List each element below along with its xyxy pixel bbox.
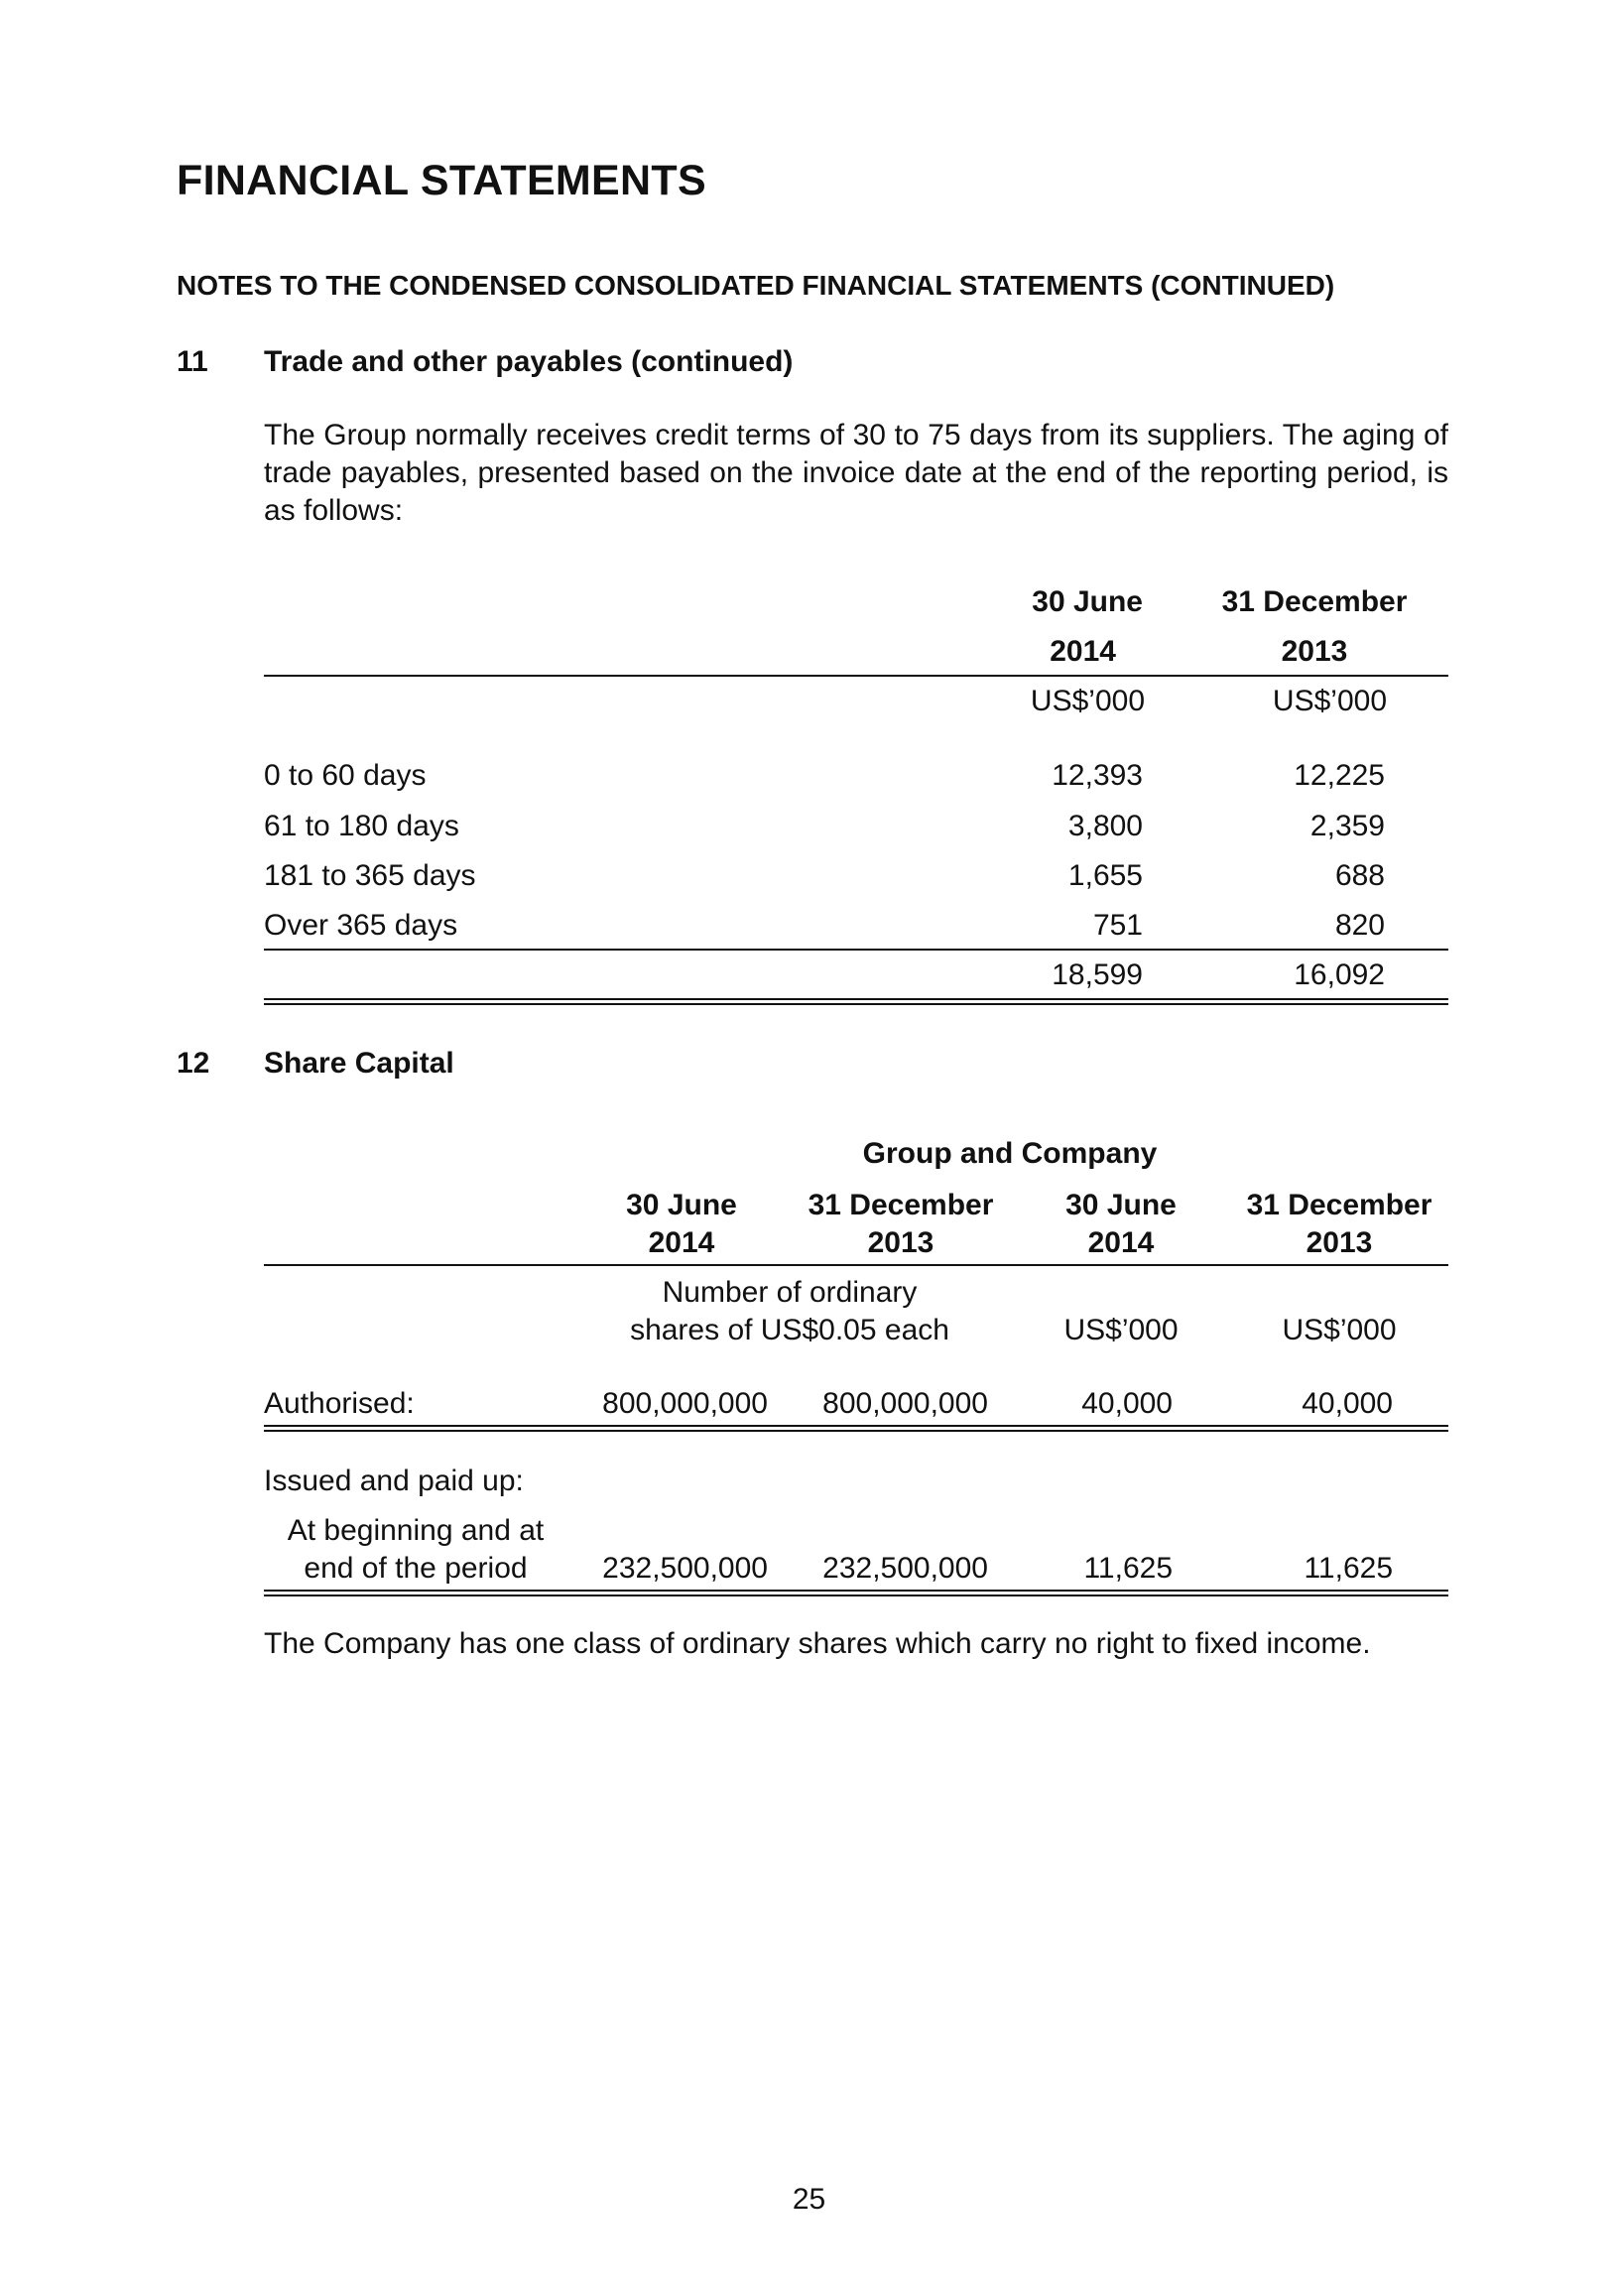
payables-row-value-2013: 688 [1334,859,1385,892]
beginning-amount-2014: 11,625 [1083,1552,1173,1585]
payables-header-rule [264,675,1448,677]
payables-col2-header-line2: 2013 [1281,635,1348,668]
share-capital-note: The Company has one class of ordinary shares which carry no right to fixed income. [264,1627,1371,1660]
payables-row-value-2014: 12,393 [1052,759,1143,792]
payables-row-value-2014: 1,655 [1067,859,1143,892]
beginning-shares-2013: 232,500,000 [822,1552,988,1585]
share-col3-header-line2: 2014 [1087,1226,1155,1259]
share-col1-header-line2: 2014 [648,1226,715,1259]
section-11-title: Trade and other payables (continued) [264,345,794,378]
issued-double-rule [264,1590,1448,1596]
share-col4-header-line2: 2013 [1306,1226,1373,1259]
share-col4-header-line1: 31 December [1246,1189,1432,1221]
share-unit-4: US$’000 [1282,1314,1397,1346]
payables-row-label: 61 to 180 days [264,810,459,842]
shares-unit-line1: Number of ordinary [662,1276,918,1309]
payables-row-value-2014: 3,800 [1067,810,1143,842]
beginning-label-line2: end of the period [304,1552,528,1585]
section-11-number: 11 [177,345,208,378]
share-unit-3: US$’000 [1063,1314,1179,1346]
payables-row-label: 0 to 60 days [264,759,427,792]
payables-col1-header-line1: 30 June [1032,585,1143,618]
payables-unit-1: US$’000 [1030,685,1145,717]
authorised-amount-2014: 40,000 [1081,1387,1173,1420]
share-header-rule [264,1264,1448,1266]
payables-col1-header-line2: 2014 [1050,635,1116,668]
payables-col2-header-line1: 31 December [1221,585,1408,618]
authorised-shares-2014: 800,000,000 [602,1387,768,1420]
page-title: FINANCIAL STATEMENTS [177,157,706,204]
share-col2-header-line1: 31 December [808,1189,994,1221]
payables-row-value-2013: 820 [1334,909,1385,942]
shares-unit-line2: shares of US$0.05 each [630,1314,949,1346]
section-12-number: 12 [177,1047,210,1080]
beginning-label-line1: At beginning and at [287,1514,545,1547]
section-11-paragraph: The Group normally receives credit terms of 30 to 75 days from its suppliers. The aging of trade payables, presented based on the invoice date at the end of the reporting period, is as follows: [264,419,1448,527]
share-col3-header-line1: 30 June [1065,1189,1177,1221]
share-capital-group-header: Group and Company [862,1137,1158,1170]
authorised-label: Authorised: [264,1387,415,1420]
notes-subtitle: NOTES TO THE CONDENSED CONSOLIDATED FINANCIAL STATEMENTS (CONTINUED) [177,270,1335,301]
beginning-amount-2013: 11,625 [1304,1552,1393,1585]
authorised-double-rule [264,1425,1448,1432]
payables-row-label: 181 to 365 days [264,859,476,892]
page-number: 25 [792,2183,826,2216]
section-12-title: Share Capital [264,1047,454,1080]
beginning-shares-2014: 232,500,000 [602,1552,768,1585]
payables-row-label: Over 365 days [264,909,458,942]
authorised-amount-2013: 40,000 [1302,1387,1393,1420]
authorised-shares-2013: 800,000,000 [822,1387,988,1420]
payables-row-value-2014: 751 [1092,909,1143,942]
share-col2-header-line2: 2013 [867,1226,934,1259]
payables-row-value-2013: 2,359 [1309,810,1385,842]
payables-subtotal-rule [264,949,1448,951]
payables-total-2013: 16,092 [1294,958,1385,991]
payables-total-double-rule [264,998,1448,1005]
payables-total-2014: 18,599 [1052,958,1143,991]
share-col1-header-line1: 30 June [626,1189,737,1221]
issued-label: Issued and paid up: [264,1465,524,1497]
payables-row-value-2013: 12,225 [1294,759,1385,792]
payables-unit-2: US$’000 [1272,685,1387,717]
